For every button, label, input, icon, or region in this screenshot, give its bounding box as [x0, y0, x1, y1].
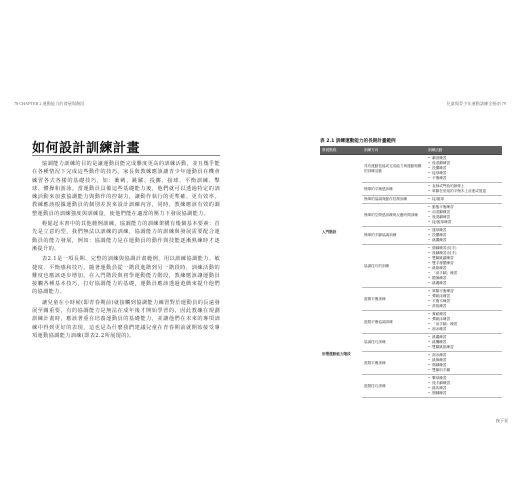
- activities-cell: [426, 334, 502, 352]
- activity-item: • 前滾翻練習: [428, 210, 500, 215]
- activity-item: • 跳箱練習: [428, 266, 500, 271]
- body-paragraph: 輕鬆起本書中的其他範例訓練，協調能力的訓練架構有幾個基本要素：首先是立意的型，我們無法以訓練的訓練，協調能力的訓練與發展需要配合運動員的能力發展，例如：協調能力是在運動員的動作與技能逐漸熟練時才逐漸提升的。: [32, 221, 220, 252]
- body-text: [32, 160, 220, 342]
- goal-cell: 協調技巧訓練: [362, 334, 426, 352]
- goal-cell: 複雜平衡訓練: [362, 288, 426, 311]
- title-divider: [32, 155, 220, 156]
- header-activities: 訓練活動: [426, 146, 502, 155]
- goal-cell: 進階平衡協調訓練: [362, 311, 426, 334]
- goal-cell: 具有運動技能或完成能力與運動相關的訓練活動: [362, 155, 426, 183]
- body-paragraph: 讓兒童在小時候(即青春期前)就接觸到協調能力練習對於運動員的長遠發展至關重要，有的協調能力是無法在成年後才開始學習的，因此教練在規劃訓練計畫時，應該著重在培養運動員的基礎能力，並讓他們在未來的專項訓練中得到更好的表現，這也是為什麼我們建議兒童在青春期前就開始接受專項運動協調能力訓練(即表2.2所展現的)。: [32, 299, 220, 339]
- activity-item: • 跳繩練習: [428, 335, 500, 340]
- activity-item: • 接球練習: [428, 171, 500, 176]
- activity-item: • 後滾翻練習: [428, 161, 500, 166]
- table-body: [320, 155, 502, 398]
- activity-item: • 跳欄練習: [428, 340, 500, 345]
- activity-item: • 彈跳床練習: [428, 294, 500, 299]
- activities-cell: [426, 375, 502, 398]
- activity-item: • 平衡木練習: [428, 299, 500, 304]
- right-running-head: 兒童與青少年運動訓練全指南 79: [446, 101, 506, 106]
- activity-item: • 滑板練習: [428, 304, 500, 309]
- activity-item: • 翻滾練習: [428, 156, 500, 161]
- goal-cell: 進階技巧訓練: [362, 375, 426, 398]
- activity-item: • 雙手撐體練習: [428, 261, 500, 266]
- goal-cell: 協調技巧的訓練: [362, 245, 426, 288]
- activities-cell: [426, 183, 502, 196]
- activities-cell: [426, 196, 502, 204]
- activity-item: • 直線或彎曲的線條上: [428, 184, 500, 189]
- activity-item: • 單腳平衡練習: [428, 289, 500, 294]
- activity-item: • 跳馬練習: [428, 386, 500, 391]
- table-row: [320, 311, 502, 334]
- goal-cell: 簡單的空間感訓練與反應時間訓練: [362, 204, 426, 227]
- activity-item: • 側翻練習(徒手): [428, 246, 500, 251]
- activity-item: • 後滾翻練習: [428, 215, 500, 220]
- activity-item: • 跳繩練習: [428, 238, 500, 243]
- section-title: 如何設計訓練計畫: [32, 141, 141, 156]
- activity-item: • 擊球練習: [428, 376, 500, 381]
- activity-item: • 後翻練習(徒手): [428, 251, 500, 256]
- activity-item: • 側翻練習: [428, 363, 500, 368]
- activities-cell: [426, 155, 502, 183]
- activity-item: • 雙腳跳躍練習: [428, 256, 500, 261]
- activity-item: • 動態平衡練習: [428, 205, 500, 210]
- goal-cell: 簡單的平衡感訓練: [362, 183, 426, 196]
- goal-cell: 進階平衡訓練: [362, 352, 426, 375]
- activity-item: • 舞蹈練習: [428, 312, 500, 317]
- body-paragraph: 表2.1是一項長期、完整的訓練與協調計畫範例，用以訓練協調能力、敏捷度、平衡感和技巧。隨著運動員從一階段進階到另一階段時，訓練活動的難度也應該逐步增加。在入門階段與初學運動能力階段，教練應該讓運動員接觸各種基本技巧，打好協調能力的基礎，運動員應該透過遊戲來提升他們的協調能力。: [32, 256, 220, 296]
- activity-item: • 溜冰練習: [428, 327, 500, 332]
- left-running-head: 78 CHAPTER 2 運動能力的發展與階段: [14, 101, 85, 106]
- right-page: [262, 0, 520, 500]
- activities-cell: [426, 288, 502, 311]
- goal-cell: 簡單的手腳協調訓練: [362, 227, 426, 245]
- table-row: [320, 155, 502, 183]
- activity-item: • 接/拋球: [428, 197, 500, 202]
- table-header-row: [320, 146, 502, 155]
- body-paragraph: 協調能力訓練的目的是讓運動員能完成難度更高的訓練活動，並且幾乎能在各種情況下完成這些動作的技巧。家長與教練應該讓青少年運動員在機會練習各式各樣的基礎技巧，如：衝刺、跳躍、投擲、接球、平衡訓練、擊球、體操和游泳。當運動員具備這些基礎能力後，他們就可以透過特定的訓練活動來加強協調能力與動作的控制力，讓動作執行的更準確、更有效率。教練應該根據運動員的個別差異來設計訓練內容，同時，教練應該有效的調整運動員的訓練強度與訓練量，使他們能在適當的壓力下發展協調能力。: [32, 161, 220, 217]
- left-page: [0, 0, 258, 500]
- activity-item: • 運球練習: [428, 228, 500, 233]
- activity-item: • 平衡練習: [428, 176, 500, 181]
- header-stage: 發展階段: [320, 146, 362, 155]
- activity-item: • 「前手翻」練習: [428, 271, 500, 276]
- table: [320, 146, 502, 398]
- activity-item: • 彈跳床練習: [428, 317, 500, 322]
- activity-item: • 「前手翻」練習: [428, 322, 500, 327]
- activity-item: • 雙腳跳箱練習: [428, 345, 500, 350]
- table-caption: 表 2.1 訓練運動能力的長期計畫範例: [320, 139, 396, 144]
- activity-item: • 投擲練習: [428, 233, 500, 238]
- activity-item: • 跳舞練習: [428, 358, 500, 363]
- activity-item: • 溜冰練習: [428, 353, 500, 358]
- activity-item: • 跳繩練習: [428, 281, 500, 286]
- activities-cell: [426, 227, 502, 245]
- header-goal: 訓練方向: [362, 146, 426, 155]
- goal-cell: 簡單的協調與動作控制訓練: [362, 196, 426, 204]
- activity-item: • 雙腳前手翻: [428, 368, 500, 373]
- activity-item: • 單腳在低矮的平衡木上前進或後退: [428, 189, 500, 194]
- continued-note: 接下頁: [496, 418, 508, 423]
- activities-cell: [426, 352, 502, 375]
- activity-item: • 接/拋球練習: [428, 220, 500, 225]
- activities-cell: [426, 204, 502, 227]
- activities-cell: [426, 311, 502, 334]
- training-table: [320, 146, 502, 398]
- activities-cell: [426, 245, 502, 288]
- activity-item: • 側翻練習: [428, 391, 500, 396]
- activity-item: • 後手翻練習: [428, 381, 500, 386]
- stage-cell: 入門階段: [322, 230, 337, 235]
- activity-item: • 投擲練習: [428, 166, 500, 171]
- activity-item: • 體操練習: [428, 276, 500, 281]
- stage-cell: 形塑運動能力階段: [322, 351, 351, 356]
